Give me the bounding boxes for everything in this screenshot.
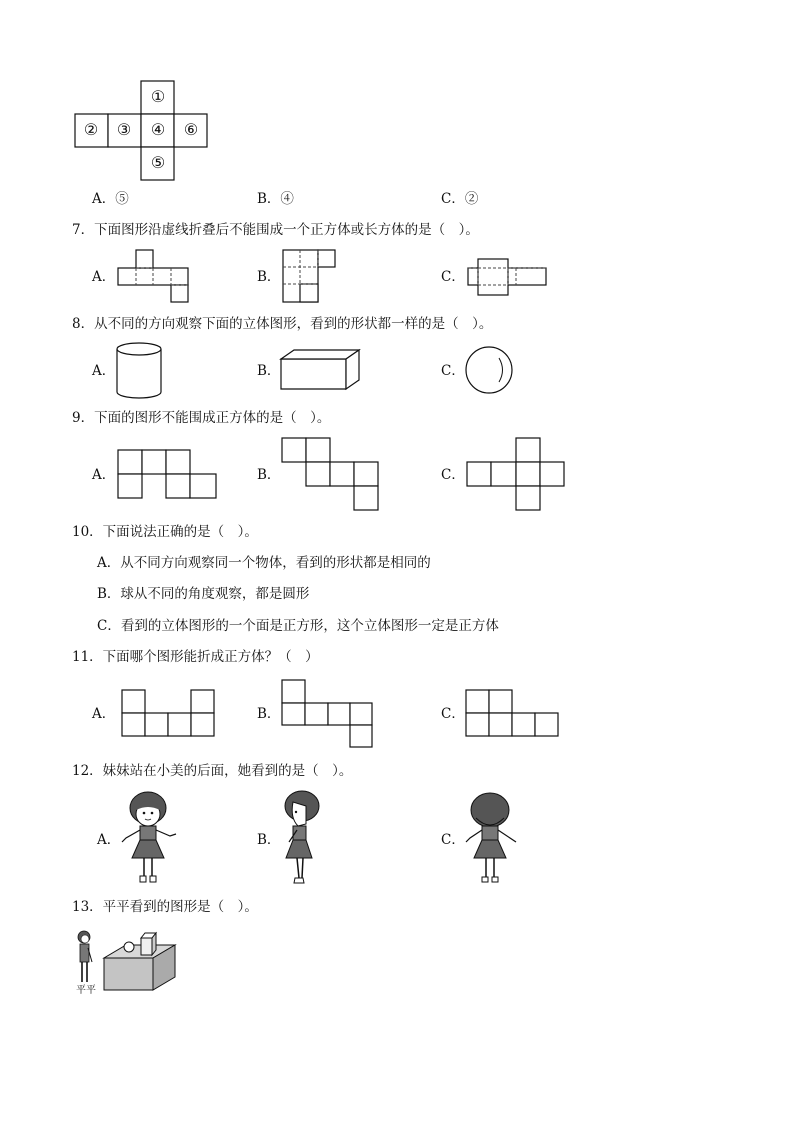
q9-label-c[interactable]: C． — [441, 467, 465, 483]
q8-label-a[interactable]: A． — [92, 363, 116, 379]
q12-label-b[interactable]: B． — [257, 832, 281, 848]
q9-label-b[interactable]: B． — [257, 467, 281, 483]
q10-option-b[interactable]: B．球从不同的角度观察，都是圆形 — [97, 586, 310, 602]
q6-face-6: ⑥ — [183, 120, 199, 139]
q6-face-3: ③ — [116, 120, 132, 139]
q8-question: 8．从不同的方向观察下面的立体图形，看到的形状都一样的是（ ）。 — [72, 316, 493, 332]
q7-label-b[interactable]: B． — [257, 269, 281, 285]
q6-face-2: ② — [83, 120, 99, 139]
q6-face-4: ④ — [150, 120, 166, 139]
q12-label-c[interactable]: C． — [441, 832, 465, 848]
q6-option-c[interactable]: C．② — [441, 191, 479, 207]
q6-face-5: ⑤ — [150, 153, 166, 172]
q12-question: 12．妹妹站在小美的后面，她看到的是（ ）。 — [72, 763, 353, 779]
q13-figure-label: 平平 — [76, 985, 96, 996]
q11-label-b[interactable]: B． — [257, 706, 281, 722]
q7-label-c[interactable]: C． — [441, 269, 465, 285]
pingping-figure-icon — [78, 931, 92, 982]
q9-question: 9．下面的图形不能围成正方体的是（ ）。 — [72, 410, 331, 426]
q6-option-a[interactable]: A．⑤ — [92, 191, 129, 207]
q12-label-a[interactable]: A． — [97, 832, 121, 848]
q6-face-1: ① — [150, 87, 166, 106]
q8-label-b[interactable]: B． — [257, 363, 281, 379]
q7-question: 7．下面图形沿虚线折叠后不能围成一个正方体或长方体的是（ ）。 — [72, 222, 479, 238]
q10-option-c[interactable]: C．看到的立体图形的一个面是正方形，这个立体图形一定是正方体 — [97, 618, 499, 634]
q11-question: 11．下面哪个图形能折成正方体？（ ） — [72, 649, 319, 665]
q13-question: 13．平平看到的图形是（ ）。 — [72, 899, 258, 915]
q10-option-a[interactable]: A．从不同方向观察同一个物体，看到的形状都是相同的 — [97, 555, 431, 571]
q11-label-c[interactable]: C． — [441, 706, 465, 722]
q11-label-a[interactable]: A． — [92, 706, 116, 722]
q10-question: 10．下面说法正确的是（ ）。 — [72, 524, 258, 540]
q7-label-a[interactable]: A． — [92, 269, 116, 285]
q8-label-c[interactable]: C． — [441, 363, 465, 379]
q9-label-a[interactable]: A． — [92, 467, 116, 483]
q6-option-b[interactable]: B．④ — [257, 191, 294, 207]
